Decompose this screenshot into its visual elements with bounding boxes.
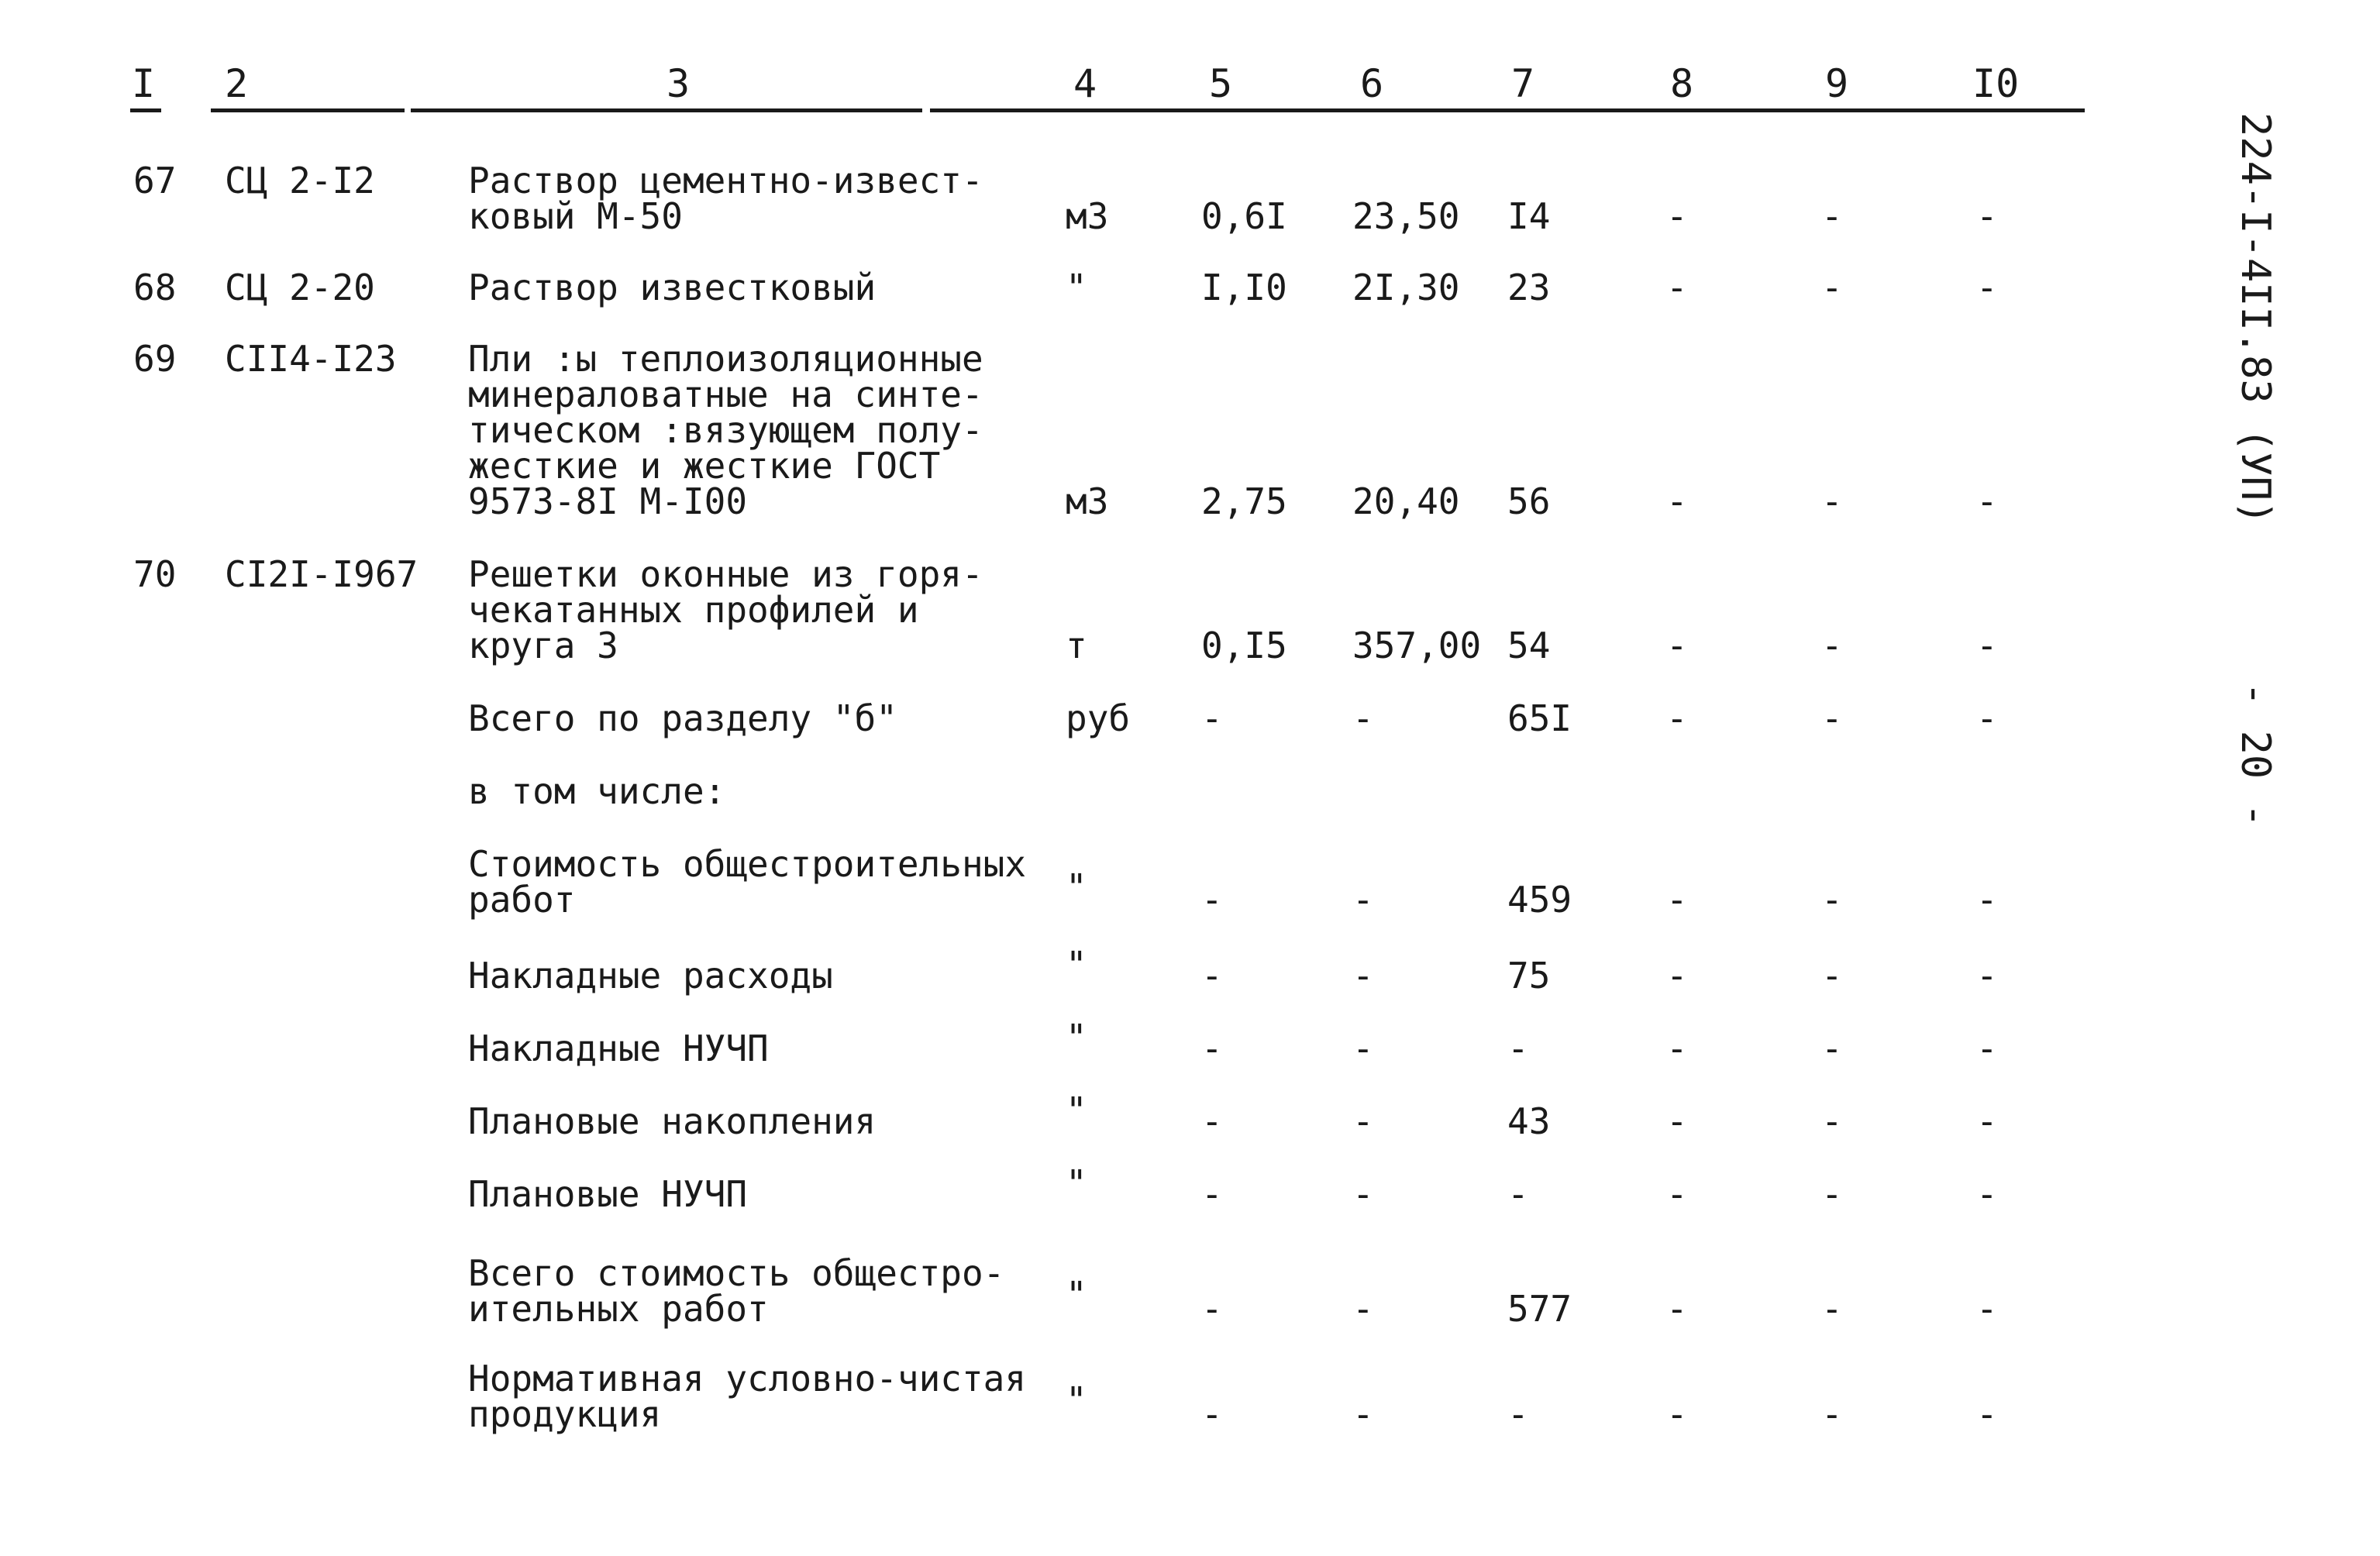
row-name: Накладные расходы: [468, 955, 833, 997]
row-col8: -: [1666, 879, 1688, 921]
row-unit: ": [1066, 1017, 1087, 1059]
row-name: Всего стоимость общестро- ительных работ: [468, 1252, 1005, 1330]
row-price: -: [1352, 1173, 1374, 1215]
row-unit: м3: [1066, 480, 1109, 522]
row-col9: -: [1821, 697, 1843, 739]
row-col8: -: [1666, 480, 1688, 522]
header-rule: [930, 108, 2085, 112]
row-price: -: [1352, 1100, 1374, 1142]
row-price: -: [1352, 1288, 1374, 1330]
header-col-5: 5: [1209, 61, 1233, 106]
row-col9: -: [1821, 1288, 1843, 1330]
row-col9: -: [1821, 267, 1843, 308]
header-col-2: 2: [225, 61, 249, 106]
header-col-3: 3: [666, 61, 691, 106]
row-number: 69: [133, 338, 177, 380]
row-col9: -: [1821, 1173, 1843, 1215]
row-total: -: [1507, 1393, 1529, 1435]
row-name: Стоимость общестроительных работ: [468, 843, 1027, 921]
row-col10: -: [1976, 267, 1998, 308]
row-qty: -: [1201, 879, 1223, 921]
row-col10: -: [1976, 1288, 1998, 1330]
row-unit: ": [1066, 1274, 1087, 1316]
row-col10: -: [1976, 955, 1998, 997]
row-price: -: [1352, 1393, 1374, 1435]
row-number: 68: [133, 267, 177, 308]
row-col10: -: [1976, 1100, 1998, 1142]
row-total: -: [1507, 1173, 1529, 1215]
row-qty: 0,I5: [1201, 625, 1287, 666]
row-col10: -: [1976, 1393, 1998, 1435]
row-number: 67: [133, 160, 177, 201]
row-col10: -: [1976, 879, 1998, 921]
row-col10: -: [1976, 195, 1998, 237]
row-name: Плановые накопления: [468, 1100, 877, 1142]
row-qty: -: [1201, 1100, 1223, 1142]
row-price: -: [1352, 697, 1374, 739]
row-code: СII4-I23: [225, 338, 397, 380]
row-col10: -: [1976, 480, 1998, 522]
row-unit: ": [1066, 1162, 1087, 1204]
row-name: Накладные НУЧП: [468, 1028, 769, 1069]
row-total: 23: [1507, 267, 1551, 308]
header-col-10: I0: [1972, 61, 2020, 106]
page-number: - 20 -: [2232, 682, 2278, 828]
row-col9: -: [1821, 879, 1843, 921]
row-col10: -: [1976, 1028, 1998, 1069]
row-col9: -: [1821, 480, 1843, 522]
row-qty: -: [1201, 1028, 1223, 1069]
row-code: СЦ 2-I2: [225, 160, 375, 201]
row-col9: -: [1821, 625, 1843, 666]
row-col8: -: [1666, 195, 1688, 237]
row-total: -: [1507, 1028, 1529, 1069]
row-unit: ": [1066, 944, 1087, 986]
row-total: 56: [1507, 480, 1551, 522]
row-col8: -: [1666, 955, 1688, 997]
header-col-8: 8: [1670, 61, 1694, 106]
header-rule: [411, 108, 922, 112]
row-price: -: [1352, 1028, 1374, 1069]
header-col-1: I: [132, 61, 156, 106]
header-col-4: 4: [1073, 61, 1097, 106]
row-col8: -: [1666, 625, 1688, 666]
row-name: Пли :ы теплоизоляционные минераловатные на синте- тическом :вязующем полу- жесткие и жесткие ГОСТ 9573-8I М-I00: [468, 338, 983, 522]
row-price: 23,50: [1352, 195, 1460, 237]
row-col9: -: [1821, 195, 1843, 237]
row-col8: -: [1666, 1100, 1688, 1142]
row-name: Решетки оконные из горя- чекатанных профилей и круга 3: [468, 553, 983, 666]
row-unit: руб: [1066, 697, 1131, 739]
table-header: [132, 60, 2085, 115]
row-price: 20,40: [1352, 480, 1460, 522]
row-name: Всего по разделу "б": [468, 697, 897, 739]
row-qty: -: [1201, 1173, 1223, 1215]
row-qty: 2,75: [1201, 480, 1287, 522]
row-col10: -: [1976, 625, 1998, 666]
row-name: Раствор цементно-извест- ковый М-50: [468, 160, 983, 237]
row-code: СI2I-I967: [225, 553, 418, 595]
row-qty: 0,6I: [1201, 195, 1287, 237]
row-price: -: [1352, 879, 1374, 921]
row-col8: -: [1666, 697, 1688, 739]
row-total: 43: [1507, 1100, 1551, 1142]
row-col9: -: [1821, 955, 1843, 997]
row-unit: м3: [1066, 195, 1109, 237]
row-col8: -: [1666, 1173, 1688, 1215]
row-name: в том числе:: [468, 770, 726, 812]
row-qty: -: [1201, 1288, 1223, 1330]
row-qty: -: [1201, 955, 1223, 997]
row-qty: -: [1201, 697, 1223, 739]
row-col9: -: [1821, 1028, 1843, 1069]
row-col8: -: [1666, 267, 1688, 308]
row-name: Нормативная условно-чистая продукция: [468, 1358, 1027, 1435]
header-rule: [130, 108, 161, 112]
row-total: 577: [1507, 1288, 1572, 1330]
row-price: 2I,30: [1352, 267, 1460, 308]
row-unit: ": [1066, 1379, 1087, 1421]
row-name: Плановые НУЧП: [468, 1173, 748, 1215]
row-col8: -: [1666, 1288, 1688, 1330]
row-col8: -: [1666, 1028, 1688, 1069]
row-qty: -: [1201, 1393, 1223, 1435]
header-col-7: 7: [1511, 61, 1535, 106]
row-total: 459: [1507, 879, 1572, 921]
row-unit: ": [1066, 1090, 1087, 1131]
row-col10: -: [1976, 1173, 1998, 1215]
row-col9: -: [1821, 1100, 1843, 1142]
header-col-6: 6: [1360, 61, 1384, 106]
row-total: 54: [1507, 625, 1551, 666]
header-rule: [211, 108, 405, 112]
row-total: 65I: [1507, 697, 1572, 739]
row-total: 75: [1507, 955, 1551, 997]
row-number: 70: [133, 553, 177, 595]
row-col9: -: [1821, 1393, 1843, 1435]
row-unit: ": [1066, 267, 1087, 308]
header-col-9: 9: [1825, 61, 1849, 106]
row-total: I4: [1507, 195, 1551, 237]
row-col8: -: [1666, 1393, 1688, 1435]
row-code: СЦ 2-20: [225, 267, 375, 308]
row-name: Раствор известковый: [468, 267, 877, 308]
row-unit: т: [1066, 625, 1087, 666]
row-qty: I,I0: [1201, 267, 1287, 308]
document-code: 224-I-4II.83 (УП): [2232, 112, 2278, 525]
row-col10: -: [1976, 697, 1998, 739]
row-price: 357,00: [1352, 625, 1482, 666]
row-unit: ": [1066, 866, 1087, 908]
row-price: -: [1352, 955, 1374, 997]
